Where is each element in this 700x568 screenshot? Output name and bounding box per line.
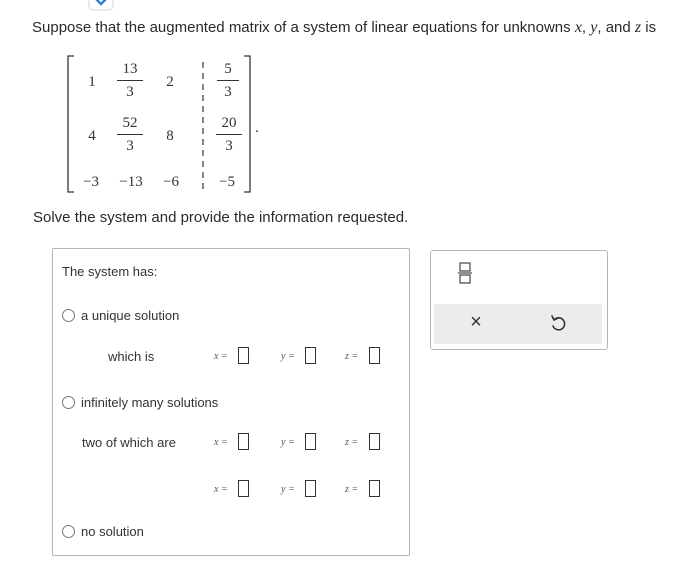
eq-label-x: x = [214,484,228,495]
radio-infinitely-many-solutions[interactable] [62,396,75,409]
var-z: z [634,19,642,36]
radio-unique-solution[interactable] [62,309,75,322]
matrix-r1-c4: 5 3 [217,60,239,101]
eq-label-y: y = [281,484,295,495]
question-text: Suppose that the augmented matrix of a system of linear equations for unknowns x, y, and z is [32,19,657,36]
matrix-r1-c2: 13 3 [117,60,143,101]
infinite-solutions-sublabel: two of which are [82,435,176,450]
eq-label-z: z = [345,437,359,448]
matrix-r3-c2: −13 [119,174,143,190]
chevron-down-icon[interactable] [86,0,116,16]
eq-label-x: x = [214,351,228,362]
var-y: y [590,19,598,36]
matrix-r2-c1: 4 [88,128,96,144]
matrix-r3-c4: −5 [219,174,235,190]
eq-label-y: y = [281,437,295,448]
matrix-r2-c4: 20 3 [216,114,242,155]
radio-no-solution[interactable] [62,525,75,538]
eq-label-z: z = [345,351,359,362]
instruction-text: Solve the system and provide the information requested. [33,209,409,226]
close-icon[interactable]: × [470,311,482,333]
solution2-z-input[interactable] [369,480,380,497]
matrix-r1-c3: 2 [166,74,174,90]
matrix-r2-c3: 8 [166,128,174,144]
matrix-r1-c1: 1 [88,74,96,90]
matrix-period: . [255,120,259,136]
fraction-template-icon[interactable] [457,262,473,284]
unique-z-input[interactable] [369,347,380,364]
matrix-r2-c2: 52 3 [117,114,143,155]
eq-label-z: z = [345,484,359,495]
undo-icon[interactable] [550,314,566,332]
solution1-x-input[interactable] [238,433,249,450]
unique-x-input[interactable] [238,347,249,364]
var-x: x [574,19,582,36]
solution1-y-input[interactable] [305,433,316,450]
tools-action-bar [434,304,602,344]
eq-label-x: x = [214,437,228,448]
option-no-solution-label: no solution [81,524,144,539]
option-unique-solution-label: a unique solution [81,308,180,323]
unique-solution-sublabel: which is [108,349,155,364]
augmented-matrix [62,54,262,196]
solution1-z-input[interactable] [369,433,380,450]
eq-label-y: y = [281,351,295,362]
option-infinitely-many-label: infinitely many solutions [81,395,219,410]
solution2-y-input[interactable] [305,480,316,497]
matrix-r3-c3: −6 [163,174,179,190]
unique-y-input[interactable] [305,347,316,364]
panel-heading: The system has: [62,264,158,279]
solution2-x-input[interactable] [238,480,249,497]
matrix-r3-c1: −3 [83,174,99,190]
